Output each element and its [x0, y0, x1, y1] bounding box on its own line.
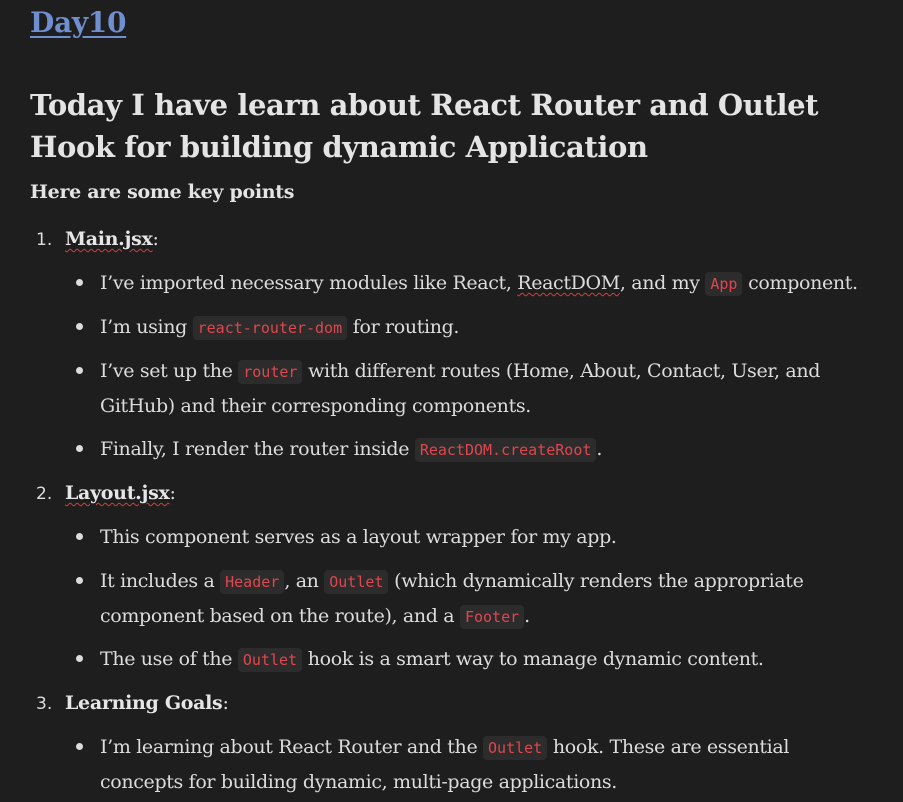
bullet-text: I’ve imported necessary modules like React, ReactDOM, and my App component. — [100, 272, 858, 294]
inline-code: router — [238, 360, 302, 384]
bullet-item — [76, 266, 876, 301]
bullet-text: This component serves as a layout wrapper for my app. — [100, 526, 617, 548]
bullet-dot — [76, 367, 83, 374]
list-number: 3. — [36, 694, 53, 714]
spellcheck-word: ReactDOM — [517, 272, 620, 294]
inline-code: Outlet — [483, 736, 547, 760]
bullet-item — [76, 432, 876, 467]
inline-code: Outlet — [324, 570, 388, 594]
bullet-dot — [76, 533, 83, 540]
bullet-dot — [76, 655, 83, 662]
day-link[interactable]: Day10 — [30, 6, 127, 39]
bullet-item — [76, 354, 876, 423]
list-number: 1. — [36, 230, 53, 250]
bullet-text: It includes a Header , an Outlet (which dynamically renders the appropriate component based on the route), and a Footer . — [100, 570, 804, 627]
inline-code: Outlet — [238, 648, 302, 672]
section-label: Layout.jsx — [65, 482, 170, 504]
bullet-item — [76, 642, 876, 677]
inline-code: Header — [220, 570, 284, 594]
section-label: Learning Goals — [65, 692, 223, 714]
bullet-dot — [76, 577, 83, 584]
label-suffix: : — [169, 482, 176, 504]
label-suffix: : — [152, 228, 159, 250]
list-number: 2. — [36, 484, 53, 504]
bullet-text: Finally, I render the router inside ReactDOM.createRoot . — [100, 438, 603, 460]
bullet-item — [76, 730, 876, 799]
inline-code: react-router-dom — [193, 316, 348, 340]
bullet-item — [76, 520, 876, 554]
list-item-layout-jsx — [36, 480, 176, 507]
bullet-dot — [76, 743, 83, 750]
list-item-learning-goals — [36, 690, 229, 717]
bullet-dot — [76, 279, 83, 286]
bullet-item — [76, 564, 876, 634]
subtitle: Here are some key points — [30, 181, 295, 203]
inline-code: ReactDOM.createRoot — [415, 438, 597, 462]
list-item-main-jsx — [36, 226, 159, 253]
inline-code: App — [705, 272, 742, 296]
bullet-dot — [76, 445, 83, 452]
bullet-text: I’m using react-router-dom for routing. — [100, 316, 460, 338]
bullet-text: I’m learning about React Router and the Outlet hook. These are essential concepts for building dynamic, multi-page applications. — [100, 736, 790, 793]
bullet-dot — [76, 323, 83, 330]
bullet-text: The use of the Outlet hook is a smart way to manage dynamic content. — [100, 648, 764, 670]
bullet-text: I’ve set up the router with different routes (Home, About, Contact, User, and GitHub) and their corresponding components. — [100, 360, 821, 417]
page-title: Today I have learn about React Router and Outlet Hook for building dynamic Application — [30, 88, 819, 164]
label-suffix: : — [222, 692, 229, 714]
bullet-item — [76, 310, 876, 345]
section-label: Main.jsx — [65, 228, 153, 250]
inline-code: Footer — [460, 605, 524, 629]
